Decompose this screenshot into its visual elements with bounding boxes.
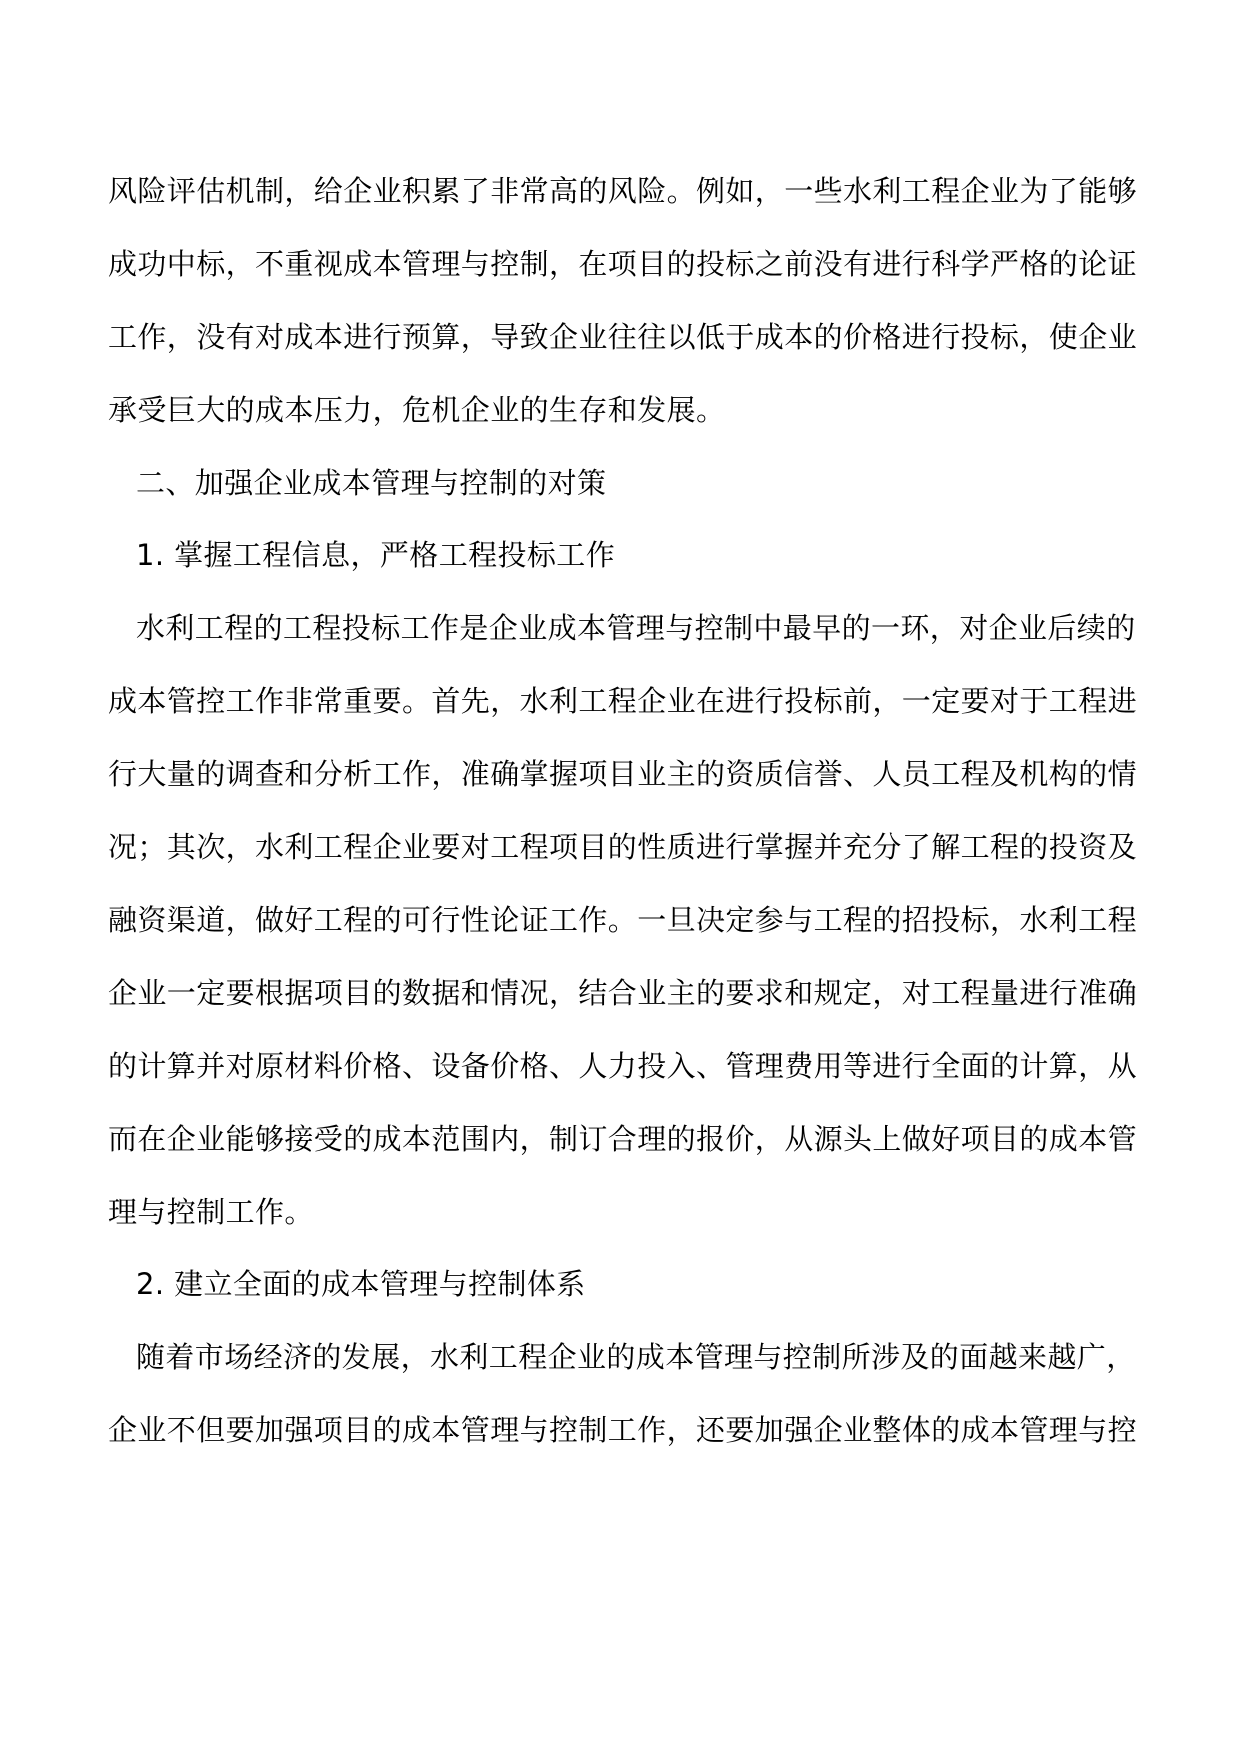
- paragraph-2-line-5: 融资渠道，做好工程的可行性论证工作。一旦决定参与工程的招投标，水利工程: [108, 903, 1138, 937]
- paragraph-2-line-9: 理与控制工作。: [108, 1195, 314, 1229]
- paragraph-3-line-2: 企业不但要加强项目的成本管理与控制工作，还要加强企业整体的成本管理与控: [108, 1413, 1138, 1447]
- paragraph-1-line-3: 工作，没有对成本进行预算，导致企业往往以低于成本的价格进行投标，使企业: [108, 320, 1138, 354]
- paragraph-2-line-4: 况；其次，水利工程企业要对工程项目的性质进行掌握并充分了解工程的投资及: [108, 830, 1138, 864]
- paragraph-2-line-6: 企业一定要根据项目的数据和情况，结合业主的要求和规定，对工程量进行准确: [108, 976, 1138, 1010]
- paragraph-2-line-1: 水利工程的工程投标工作是企业成本管理与控制中最早的一环，对企业后续的: [136, 611, 1136, 645]
- paragraph-2-line-7: 的计算并对原材料价格、设备价格、人力投入、管理费用等进行全面的计算，从: [108, 1049, 1138, 1083]
- subheading-2: 2. 建立全面的成本管理与控制体系: [136, 1267, 586, 1301]
- paragraph-1-line-1: 风险评估机制，给企业积累了非常高的风险。例如，一些水利工程企业为了能够: [108, 174, 1138, 208]
- paragraph-3-line-1: 随着市场经济的发展，水利工程企业的成本管理与控制所涉及的面越来越广，: [136, 1340, 1136, 1374]
- section-heading: 二、加强企业成本管理与控制的对策: [136, 466, 607, 500]
- subheading-1: 1. 掌握工程信息，严格工程投标工作: [136, 538, 616, 572]
- paragraph-2-line-3: 行大量的调查和分析工作，准确掌握项目业主的资质信誉、人员工程及机构的情: [108, 757, 1138, 791]
- paragraph-1-line-4: 承受巨大的成本压力，危机企业的生存和发展。: [108, 393, 726, 427]
- paragraph-2-line-2: 成本管控工作非常重要。首先，水利工程企业在进行投标前，一定要对于工程进: [108, 684, 1138, 718]
- paragraph-2-line-8: 而在企业能够接受的成本范围内，制订合理的报价，从源头上做好项目的成本管: [108, 1122, 1138, 1156]
- paragraph-1-line-2: 成功中标，不重视成本管理与控制，在项目的投标之前没有进行科学严格的论证: [108, 247, 1138, 281]
